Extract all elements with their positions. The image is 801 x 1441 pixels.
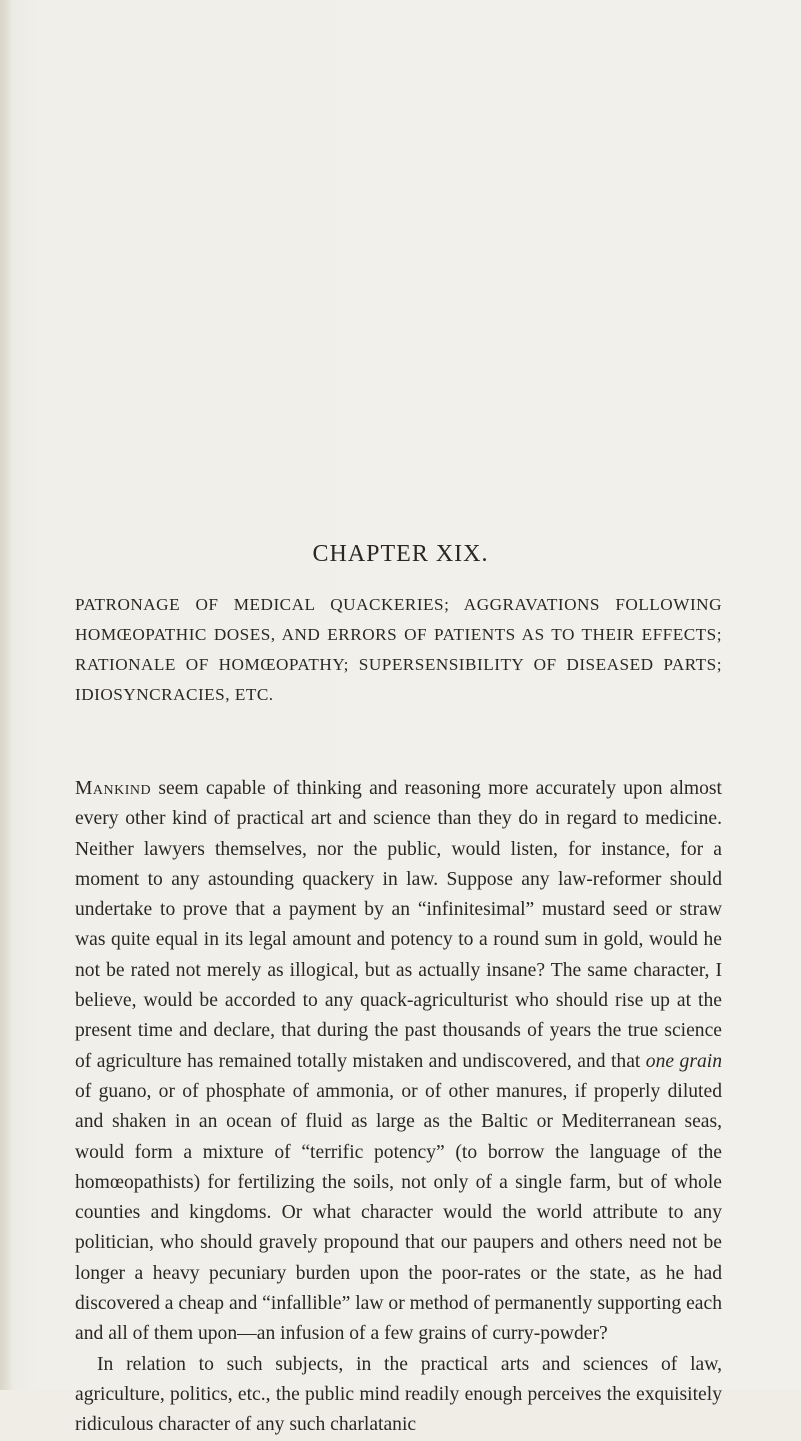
chapter-heading: CHAPTER XIX.	[312, 541, 489, 567]
page-gutter-shadow	[0, 0, 12, 1390]
lead-word: Mankind	[75, 778, 152, 799]
chapter-summary: PATRONAGE OF MEDICAL QUACKERIES; AGGRAVATIONS FOLLOWING HOMŒOPATHIC DOSES, AND ERRORS OF PATIENTS AS TO THEIR EFFECTS; RATIONALE OF HOMŒOPATHY; SUPERSENSIBILITY OF DISEASED PARTS; IDIOSYNCRACIES, ETC.	[75, 595, 722, 704]
italic-phrase: one grain	[645, 1050, 722, 1072]
paragraph-first-text-a: seem capable of thinking and reasoning more accurately upon almost every other kind of practical art and science than they do in regard to medicine. Neither lawyers themselves, nor the public, would listen, for instance, for a moment to any astounding quackery in law. Suppose any law-reformer should undertake to prove that a payment by an “infinitesimal” mustard seed or straw was quite equal in its legal amount and potency to a round sum in gold, would he not be rated not merely as illogical, but as actually insane? The same character, I believe, would be accorded to any quack-agriculturist who should rise up at the present time and declare, that during the past thousands of years the true science of agriculture has remained totally mistaken and undiscovered, and that	[75, 778, 722, 1072]
paragraph-first-text-b: of guano, or of phosphate of ammonia, or of other manures, if properly diluted and shaken in an ocean of fluid as large as the Baltic or Mediterranean seas, would form a mixture of “terrific potency” (to borrow the language of the homœopathists) for fertilizing the soils, not only of a single farm, but of whole counties and kingdoms. Or what character would the world attribute to any politician, who should gravely propound that our paupers and others need not be longer a heavy pecuniary burden upon the poor-rates or the state, as he had discovered a cheap and “infallible” law or method of permanently supporting each and all of them upon—an infusion of a few grains of curry-powder?	[75, 1080, 722, 1345]
paragraph-first	[75, 774, 722, 1350]
paragraph-second: In relation to such subjects, in the practical arts and sciences of law, agriculture, politics, etc., the public mind readily enough perceives the exquisitely ridiculous character of any such charlatanic	[75, 1353, 722, 1436]
chapter-body	[75, 774, 722, 1441]
